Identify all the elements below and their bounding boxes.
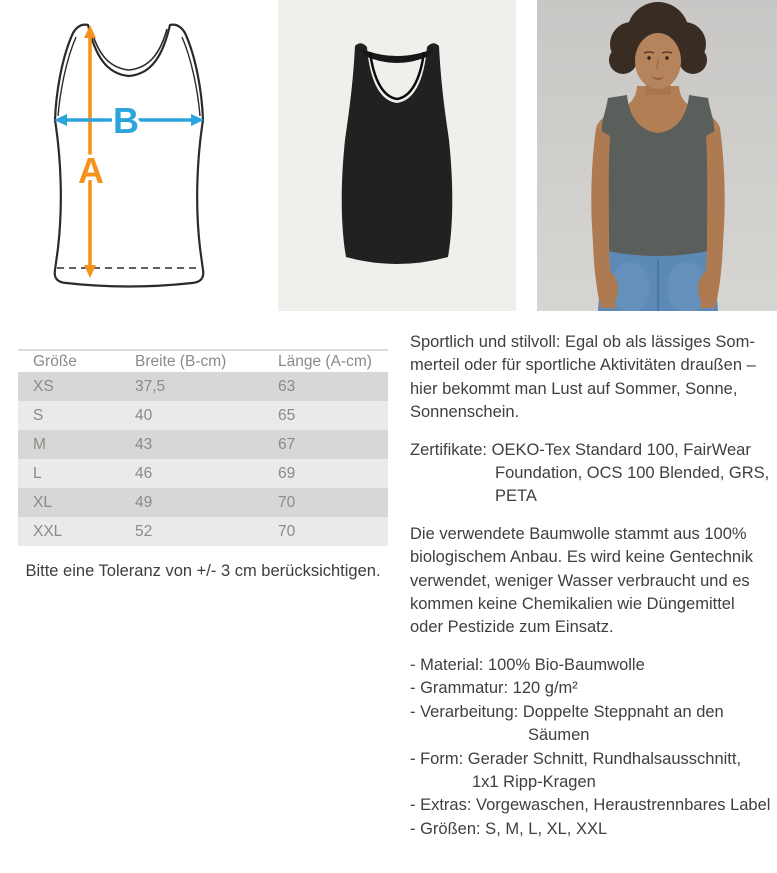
table-row-m [18, 430, 388, 459]
detail-item-groessen: - Größen: S, M, L, XL, XXL [410, 819, 608, 838]
table-row-xs [18, 372, 388, 401]
table-row-s [18, 401, 388, 430]
cell-breite: 40 [120, 401, 263, 430]
cell-size: XL [18, 488, 120, 517]
cell-laenge: 70 [263, 488, 388, 517]
cell-laenge: 63 [263, 372, 388, 401]
product-photo-black-tank-top[interactable] [278, 0, 516, 311]
dimension-label-a: A [78, 150, 104, 191]
column-header-laenge: Länge (A-cm) [263, 350, 388, 372]
column-header-groesse: Größe [18, 350, 120, 372]
detail-item-material: - Material: 100% Bio-Baumwolle [410, 655, 645, 674]
model-hair-right-low [679, 46, 707, 74]
model-nose [657, 60, 658, 69]
table-row-xxl [18, 517, 388, 546]
model-left-hand [598, 272, 618, 306]
cell-laenge: 69 [263, 459, 388, 488]
detail-item-grammatur: - Grammatur: 120 g/m² [410, 679, 578, 698]
detail-item-extras: - Extras: Vorgewaschen, Heraustrennbares Label [410, 796, 771, 815]
size-diagram-image[interactable] [0, 0, 230, 311]
model-hair-left-low [609, 46, 637, 74]
model-eye-right [665, 56, 668, 59]
column-header-breite: Breite (B-cm) [120, 350, 263, 372]
cell-breite: 37,5 [120, 372, 263, 401]
description-cotton: Die verwendete Baumwolle stammt aus 100% biologischem Anbau. Es wird keine Gentechnik verwendet, weniger Wasser verbraucht und es kommen keine Chemikalien wie Düngemittel oder Pestizide zum Einsatz. [410, 524, 754, 637]
cell-size: M [18, 430, 120, 459]
size-table-header-row [18, 350, 388, 372]
table-row-xl [18, 488, 388, 517]
cell-breite: 52 [120, 517, 263, 546]
cell-breite: 49 [120, 488, 263, 517]
detail-item-verarbeitung: - Verarbeitung: Doppelte Steppnaht an den Säumen [410, 702, 724, 745]
tank-top-outline [55, 25, 204, 287]
description-intro: Sportlich und stilvoll: Egal ob als lässiges Sommerteil oder für sportliche Aktivitäten draußen – hier bekommt man Lust auf Sommer, Sonne, Sonnenschein. [410, 333, 756, 422]
detail-list [410, 654, 772, 841]
model-right-hand [698, 272, 718, 306]
model-eye-left [647, 56, 650, 59]
size-table [18, 349, 388, 546]
cell-breite: 46 [120, 459, 263, 488]
product-description [410, 331, 772, 841]
table-row-l [18, 459, 388, 488]
model-photo-anthracite-tank-top[interactable] [537, 0, 777, 311]
cell-laenge: 70 [263, 517, 388, 546]
cell-size: XS [18, 372, 120, 401]
cell-breite: 43 [120, 430, 263, 459]
cell-laenge: 67 [263, 430, 388, 459]
cell-size: XXL [18, 517, 120, 546]
detail-item-form: - Form: Gerader Schnitt, Rundhalsausschnitt, 1x1 Ripp-Kragen [410, 749, 742, 791]
tolerance-note: Bitte eine Toleranz von +/- 3 cm berücksichtigen. [25, 562, 381, 580]
cell-size: S [18, 401, 120, 430]
description-certificates: Zertifikate: OEKO-Tex Standard 100, FairWear Foundation, OCS 100 Blended, GRS, PETA [410, 440, 770, 506]
dimension-label-b: B [113, 100, 139, 141]
cell-laenge: 65 [263, 401, 388, 430]
cell-size: L [18, 459, 120, 488]
